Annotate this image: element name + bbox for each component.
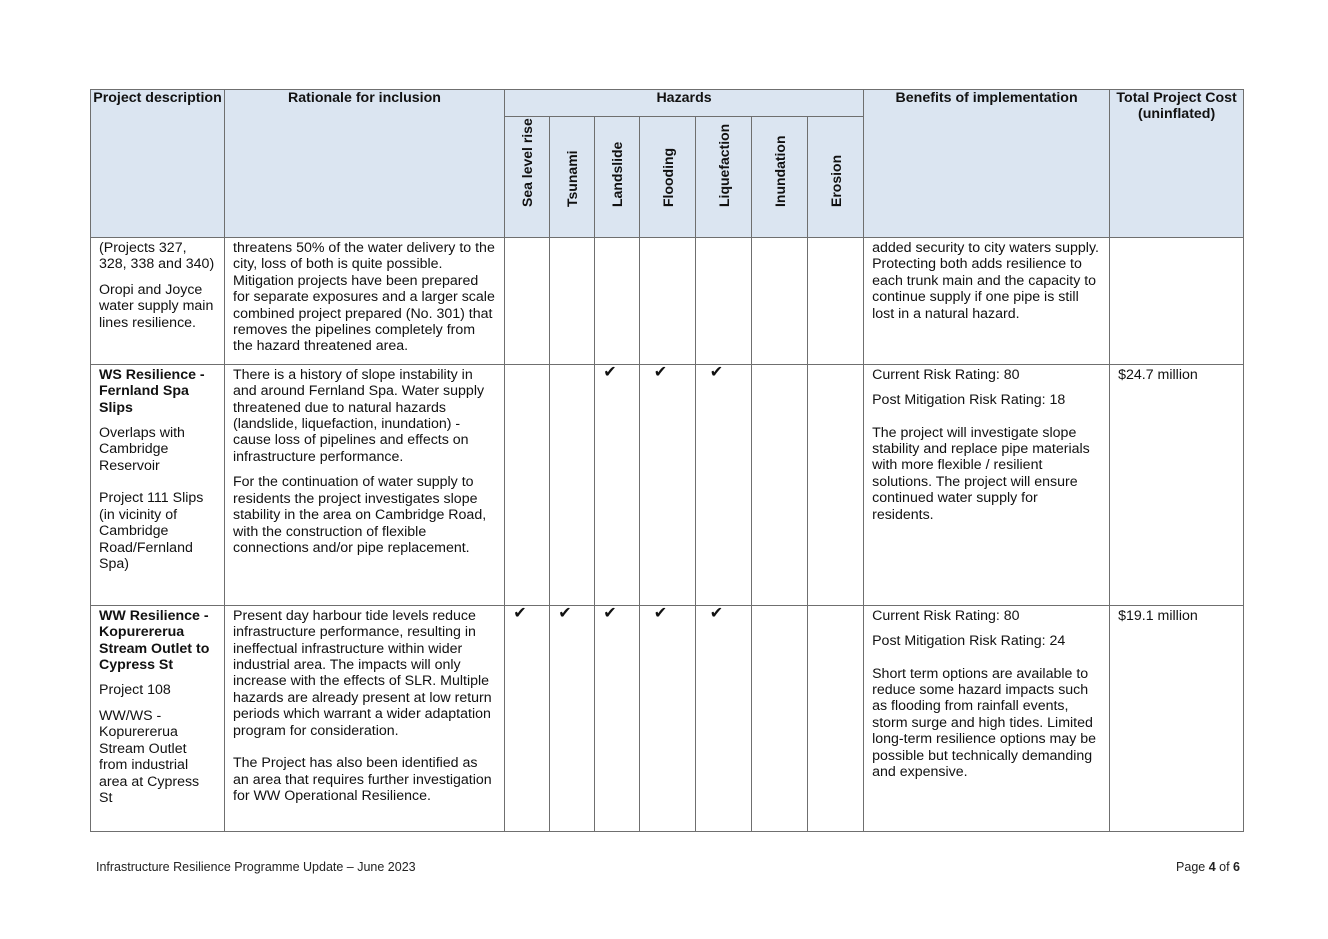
- cost-value: [1110, 238, 1243, 240]
- project-description-cell-paragraph: WW Resilience - Kopurererua Stream Outlet to Cypress St: [99, 607, 210, 674]
- cost-value: $19.1 million: [1118, 607, 1198, 624]
- page-total: 6: [1233, 860, 1240, 874]
- hazard-cell: [505, 238, 550, 365]
- table-body: [91, 238, 1244, 832]
- hazard-label: Liquefaction: [715, 123, 732, 207]
- hazard-cell: [640, 605, 696, 831]
- project-description-cell: [91, 364, 225, 605]
- hazard-cell: [640, 364, 696, 605]
- hazard-label: Flooding: [659, 147, 676, 207]
- benefits-cell: [864, 364, 1110, 605]
- project-description-cell-paragraph: Project 111 Slips (in vicinity of Cambridge Road/Fernland Spa): [99, 490, 204, 572]
- cost-cell: [1110, 364, 1244, 605]
- rationale-cell-paragraph: There is a history of slope instability in and around Fernland Spa. Water supply threatened due to natural hazards (landslide, liquefaction, inundation) - cause loss of pipelines and effects on infrastructure performance.: [233, 366, 485, 465]
- checkmark-icon: ✔: [709, 363, 724, 381]
- header-hazard-inundation: [752, 117, 808, 238]
- hazard-label: Erosion: [827, 154, 844, 207]
- project-description-cell: [91, 605, 225, 831]
- project-description-cell-paragraph: Oropi and Joyce water supply main lines resilience.: [99, 281, 214, 331]
- header-project-description: Project description: [91, 90, 225, 238]
- header-benefits: Benefits of implementation: [864, 90, 1110, 238]
- page-prefix: Page: [1176, 860, 1209, 874]
- hazard-cell: [808, 364, 864, 605]
- benefits-cell-paragraph: Post Mitigation Risk Rating: 24: [872, 633, 1066, 650]
- header-hazard-landslide: [595, 117, 640, 238]
- hazard-cell: [752, 238, 808, 365]
- benefits-cell-paragraph: Post Mitigation Risk Rating: 18: [872, 392, 1066, 409]
- table-row: [91, 364, 1244, 605]
- benefits-cell: [864, 605, 1110, 831]
- header-hazard-flooding: [640, 117, 696, 238]
- hazard-label: Sea level rise: [519, 117, 535, 207]
- hazard-cell: [595, 364, 640, 605]
- hazard-cell: [550, 605, 595, 831]
- hazard-label: Tsunami: [564, 150, 580, 207]
- checkmark-icon: ✔: [603, 363, 617, 381]
- rationale-cell-paragraph: Present day harbour tide levels reduce infrastructure performance, resulting in ineffectual infrastructure within wider industrial area. The impacts will only increase with the effects of SLR. Multiple hazards are already present at low return periods which warrant a wider adaptation program for consideration.: [233, 607, 492, 739]
- checkmark-icon: ✔: [653, 604, 668, 622]
- project-description-cell-paragraph: WW/WS - Kopurererua Stream Outlet from industrial area at Cypress St: [99, 707, 200, 806]
- header-hazards: Hazards: [505, 90, 864, 117]
- hazard-projects-table: [90, 89, 1244, 832]
- hazard-label: Inundation: [771, 135, 788, 207]
- hazard-cell: [550, 238, 595, 365]
- rationale-cell: [225, 605, 505, 831]
- header-total-cost: Total Project Cost (uninflated): [1110, 90, 1244, 238]
- rationale-cell-paragraph: For the continuation of water supply to residents the project investigates slope stability in the area on Cambridge Road, with the construction of flexible connections and/or pipe replacement.: [233, 474, 487, 556]
- header-hazard-sea-level-rise: [505, 117, 550, 238]
- checkmark-icon: ✔: [513, 604, 527, 622]
- hazard-cell: [640, 238, 696, 365]
- header-hazard-liquefaction: [696, 117, 752, 238]
- benefits-cell-paragraph: Current Risk Rating: 80: [872, 366, 1020, 383]
- hazard-cell: [696, 238, 752, 365]
- header-row-top: [91, 90, 1244, 117]
- benefits-cell-paragraph: Short term options are available to reduce some hazard impacts such as flooding from rainfall events, storm surge and high tides. Limited long-term resilience options may be possible but technically demanding and expensive.: [872, 665, 1097, 781]
- benefits-cell: [864, 238, 1110, 365]
- rationale-cell: [225, 238, 505, 365]
- page-current: 4: [1208, 860, 1216, 874]
- cost-cell: [1110, 605, 1244, 831]
- page-of: of: [1215, 860, 1234, 874]
- checkmark-icon: ✔: [603, 604, 617, 622]
- hazard-cell: [595, 238, 640, 365]
- cost-value: $24.7 million: [1118, 366, 1198, 383]
- hazard-cell: [752, 364, 808, 605]
- checkmark-icon: ✔: [558, 604, 572, 622]
- hazard-cell: [808, 238, 864, 365]
- footer-document-title: Infrastructure Resilience Programme Update – June 2023: [96, 860, 416, 874]
- hazard-cell: [752, 605, 808, 831]
- rationale-cell-paragraph: The Project has also been identified as an area that requires further investigation for WW Operational Resilience.: [233, 755, 492, 804]
- hazard-cell: [505, 605, 550, 831]
- rationale-cell-paragraph: threatens 50% of the water delivery to the city, loss of both is quite possible. Mitigation projects have been prepared for separate exposures and a larger scale combined project prepared (No. 301) that removes the pipelines completely from the hazard threatened area.: [233, 240, 495, 355]
- hazard-cell: [550, 364, 595, 605]
- hazard-cell: [696, 605, 752, 831]
- cost-cell: [1110, 238, 1244, 365]
- header-rationale: Rationale for inclusion: [225, 90, 505, 238]
- checkmark-icon: ✔: [653, 363, 668, 381]
- hazard-cell: [696, 364, 752, 605]
- project-description-cell-paragraph: Overlaps with Cambridge Reservoir: [99, 425, 185, 474]
- hazard-label: Landslide: [609, 141, 625, 207]
- project-description-cell: [91, 238, 225, 365]
- hazard-cell: [505, 364, 550, 605]
- table-row: [91, 238, 1244, 365]
- header-hazard-tsunami: [550, 117, 595, 238]
- header-hazard-erosion: [808, 117, 864, 238]
- project-description-cell-paragraph: (Projects 327, 328, 338 and 340): [99, 240, 215, 273]
- footer-page-number: [1176, 860, 1240, 874]
- hazard-cell: [808, 605, 864, 831]
- rationale-cell: [225, 364, 505, 605]
- benefits-cell-paragraph: The project will investigate slope stability and replace pipe materials with more flexible / resilient solutions. The project will ensure continued water supply for residents.: [872, 424, 1090, 523]
- hazard-cell: [595, 605, 640, 831]
- project-description-cell-paragraph: WS Resilience - Fernland Spa Slips: [99, 366, 205, 416]
- benefits-cell-paragraph: added security to city waters supply. Protecting both adds resilience to each trunk main and the capacity to continue supply if one pipe is still lost in a natural hazard.: [872, 240, 1099, 322]
- benefits-cell-paragraph: Current Risk Rating: 80: [872, 607, 1020, 624]
- table-row: [91, 605, 1244, 831]
- project-description-cell-paragraph: Project 108: [99, 682, 171, 699]
- checkmark-icon: ✔: [709, 604, 724, 622]
